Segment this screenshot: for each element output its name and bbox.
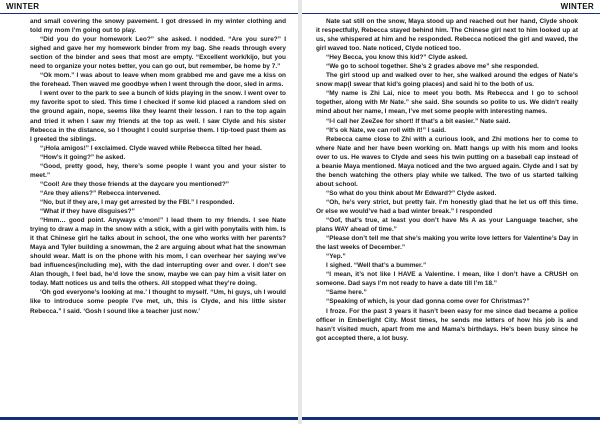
paragraph: “Speaking of which, is your dad gonna come over for Christmas?” [326, 298, 530, 306]
paragraph: “I-I call her ZeeZee for short! If that’s a bit easier.” Nate said. [326, 117, 511, 125]
paragraph: “Cool! Are they those friends at the daycare you mentioned?” [40, 180, 229, 188]
right-page [302, 0, 600, 424]
paragraph: “Hmm… good point. Anyways c’mon!” I lead them to my friends. I see Nate trying to draw a map in the snow with a stick, with a girl with ponytails with him. Is it that Chinese girl he talks about in school, the one who works with her parents? Maya and Tyler building a snowman, the 2 are arguing about what hat the snowman should wear. Matt is on the phone with his mom, I can overhear her saying we’ve bad influences(including me), with the dad interrupting over and over. I don’t see Alan though, I feel bad, he’d love the snow, maybe we can pay him a visit later on today. Matt notices us and tells the others. All stopped what they’re doing. [30, 217, 286, 288]
paragraph: “Hey Becca, you know this kid?” Clyde asked. [326, 54, 468, 62]
paragraph: “Yep.” [326, 253, 346, 261]
paragraph: “My name is Zhi Lai, nice to meet you both. Ms Rebecca and I go to school together, along with Mr Nate.” she said. She sounds so polite to us. We didn’t really mind about her name, I mean, I’ve met some people with interesting names. [316, 90, 578, 116]
paragraph: “Are they aliens?” Rebecca intervened. [40, 189, 161, 197]
paragraph: “¡Hola amigos!” I exclaimed. Clyde waved while Rebecca tilted her head. [40, 144, 262, 152]
left-page-body [30, 17, 286, 316]
paragraph: I sighed. “Well that’s a bummer.” [326, 262, 427, 270]
footer-rule [302, 417, 600, 420]
paragraph: and small covering the snowy pavement. I got dressed in my winter clothing and told my mom I’m going out to play. [30, 18, 286, 35]
paragraph: The girl stood up and walked over to her, she walked around the edges of Nate’s snow map(I swear that kid’s going places) and said hi to the both of us. [316, 72, 578, 89]
paragraph: “Good, pretty good, hey, there’s some people I want you and your sister to meet.” [30, 162, 286, 179]
paragraph: “How’s it going?” he asked. [40, 153, 126, 161]
paragraph: ‘Oh god everyone’s looking at me.’ I thought to myself. “Um, hi guys, uh I would like to introduce some people I’ve met, uh, this is Clyde, and his little sister Rebecca.” I said. ‘Gosh I sound like a teacher just now.’ [30, 289, 286, 315]
paragraph: Nate sat still on the snow, Maya stood up and reached out her hand, Clyde shook it respectfully, Rebecca stayed behind him. The Chinese girl next to him looked up at us, she whispered at him and he responded. Rebecca noticed the girl and waved, the girl waved too. Nate noticed, Clyde noticed too. [316, 18, 578, 53]
paragraph: “Oof, that’s true, at least you don’t have Ms A as your Language teacher, she plans WAY ahead of time.” [316, 217, 578, 234]
running-head-left: WINTER [6, 2, 40, 11]
footer-rule [0, 417, 298, 420]
left-page [0, 0, 298, 424]
paragraph: “Oh, he’s very strict, but pretty fair. I’m honestly glad that he let us off this time. Or else we would’ve had a bad winter break.” I responded [316, 198, 578, 215]
paragraph: “It’s ok Nate, we can roll with it!” I said. [326, 126, 446, 134]
paragraph: I went over to the park to see a bunch of kids playing in the snow. I went over to my favorite spot to sled. This time I checked if some kid placed a random sled on the ground again, nope, seems like they learnt their lesson. I ran to the top again and tried it when I saw my friends at the top as well. I saw Clyde and his sister Rebecca in the distance, so I thought I could surprise them. I tip-toed past them as I greeted the siblings. [30, 90, 286, 143]
paragraph: “What if they have disguises?” [40, 207, 135, 215]
paragraph: I froze. For the past 3 years it hasn’t been easy for me since dad became a police officer in Emberlight City. Most times, he sends me letters of how his job is and hasn’t visited much, apart from me and Mama’s birthdays. He’s been busy since he got accepted there, a lot busy. [316, 307, 578, 342]
paragraph: “We go to school together. She’s 2 grades above me” she responded. [326, 63, 539, 71]
header-rule [0, 13, 298, 14]
paragraph: Rebecca came close to Zhi with a curious look, and Zhi motions her to come to where Nate and her have been working on. Matt hangs up with his mom and looks over to us. He waves to Clyde and sees his twin putting on a baseball cap instead of a beanie Maya mentioned. Maya noticed and the two argued again. Clyde and I sat by the bench watching the others play while we talked. The two of us started talking about school. [316, 135, 578, 188]
paragraph: “Ok mom.” I was about to leave when mom grabbed me and gave me a kiss on the forehead. Then waved me goodbye when I went through the door, sled in arms. [30, 72, 286, 89]
paragraph: “No, but if they are, I may get arrested by the FBI.” I responded. [40, 198, 235, 206]
right-page-body [316, 17, 578, 343]
running-head-right: WINTER [560, 2, 594, 11]
paragraph: “I mean, it’s not like I HAVE a Valentine. I mean, like I don’t have a CRUSH on someone. Dad says I’m not ready to have a date till I’m 18.” [316, 271, 578, 288]
paragraph: “Please don’t tell me that she’s making you write love letters for Valentine’s Day in the last weeks of December.” [316, 235, 578, 252]
paragraph: “Did you do your homework Leo?” she asked. I nodded. “Are you sure?” I sighed and gave her my homework binder from my bag. She reads through every section of the binder and sees that most are empty. “Excellent work/kijo, but you need to organize your notes better, you can go out, but remember, be home by 7.” [30, 36, 286, 71]
paragraph: “So what do you think about Mr Edward?” Clyde asked. [326, 189, 497, 197]
header-rule [302, 13, 600, 14]
paragraph: “Same here.” [326, 289, 367, 297]
